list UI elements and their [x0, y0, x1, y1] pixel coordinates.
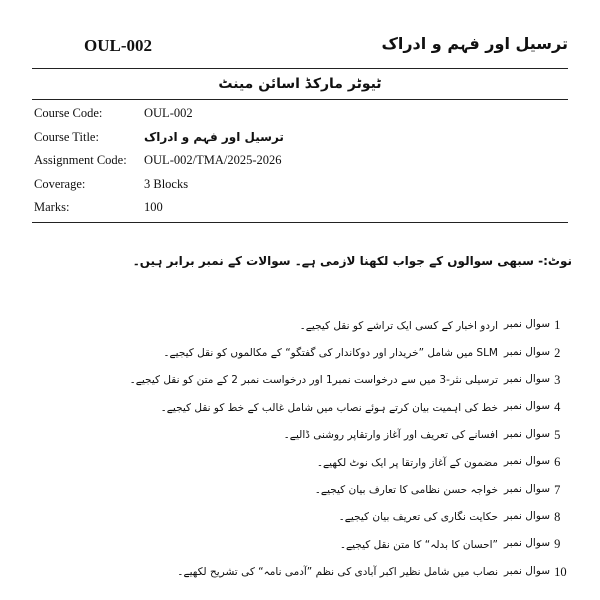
course-code-heading: OUL-002 — [84, 36, 152, 55]
question-label — [504, 346, 572, 361]
info-value: OUL-002 — [144, 106, 193, 120]
info-value: ترسیل اور فہم و ادراک — [144, 129, 284, 144]
question-word: سوال نمبر — [504, 427, 551, 440]
info-row-coverage — [34, 173, 574, 197]
question-number: 7 — [554, 482, 561, 497]
question-label — [504, 537, 572, 552]
document-header — [32, 28, 568, 69]
question-word: سوال نمبر — [504, 345, 551, 358]
question-label — [504, 510, 572, 525]
info-value: 100 — [144, 200, 163, 214]
question-text: ”احسان کا بدلہ“ کا متن نقل کیجیے۔ — [339, 538, 498, 551]
question-number: 1 — [554, 318, 561, 333]
question-item — [32, 312, 572, 339]
question-number: 6 — [554, 455, 561, 470]
question-word: سوال نمبر — [504, 372, 551, 385]
course-info-block — [34, 102, 574, 220]
question-label — [504, 455, 572, 470]
question-number: 4 — [554, 400, 561, 415]
question-text: خواجہ حسن نظامی کا تعارف بیان کیجیے۔ — [314, 484, 498, 497]
question-label — [504, 373, 572, 388]
question-label — [504, 400, 572, 415]
question-number: 8 — [554, 509, 561, 524]
question-item — [32, 449, 572, 476]
question-item — [32, 559, 572, 586]
question-text: اردو اخبار کے کسی ایک تراشے کو نقل کیجیے۔ — [299, 319, 498, 332]
question-item — [32, 476, 572, 503]
question-number: 2 — [554, 345, 561, 360]
assignment-title: ٹیوٹر مارکڈ اسائن مینٹ — [218, 76, 382, 92]
question-item — [32, 531, 572, 558]
question-label — [504, 565, 572, 580]
question-item — [32, 394, 572, 421]
question-list — [32, 312, 572, 586]
info-label: Course Code: — [34, 106, 103, 120]
info-row-assignment-code — [34, 149, 574, 173]
question-word: سوال نمبر — [504, 482, 551, 495]
question-number: 10 — [554, 564, 567, 579]
info-value: 3 Blocks — [144, 176, 189, 191]
divider — [32, 99, 568, 100]
instructions-note: نوٹ:- سبھی سوالوں کے جواب لکھنا لازمی ہے۔ سوالات کے نمبر برابر ہیں۔ — [132, 254, 572, 268]
question-item — [32, 504, 572, 531]
info-label: Course Title: — [34, 129, 99, 144]
question-text: ترسیلی نثر-3 میں سے درخواست نمبر1 اور درخواست نمبر 2 کے متن کو نقل کیجیے۔ — [129, 374, 498, 387]
question-text: SLM میں شامل ”خریدار اور دوکاندار کی گفتگو“ کے مکالموں کو نقل کیجیے۔ — [163, 347, 498, 360]
question-word: سوال نمبر — [504, 318, 551, 331]
question-item — [32, 422, 572, 449]
question-word: سوال نمبر — [504, 455, 551, 468]
question-word: سوال نمبر — [504, 400, 551, 413]
question-word: سوال نمبر — [504, 509, 551, 522]
divider — [32, 222, 568, 223]
question-word: سوال نمبر — [504, 537, 551, 550]
question-text: خط کی اہمیت بیان کرتے ہوئے نصاب میں شامل غالب کے خط کو نقل کیجیے۔ — [160, 401, 498, 414]
course-title-heading: ترسیل اور فہم و ادراک — [381, 34, 568, 53]
info-row-marks — [34, 196, 574, 220]
question-number: 9 — [554, 537, 561, 552]
question-label — [504, 428, 572, 443]
question-item — [32, 339, 572, 366]
info-label: Coverage: — [34, 176, 86, 191]
info-row-course-title — [34, 126, 574, 150]
question-label — [504, 318, 572, 333]
info-label: Marks: — [34, 200, 70, 214]
info-row-course-code — [34, 102, 574, 126]
question-text: مضمون کے آغاز وارتقا پر ایک نوٹ لکھیے۔ — [316, 456, 498, 469]
question-text: افسانے کی تعریف اور آغاز وارتقاپر روشنی ڈالیے۔ — [283, 429, 498, 442]
question-word: سوال نمبر — [504, 564, 551, 577]
question-label — [504, 483, 572, 498]
info-value: OUL-002/TMA/2025-2026 — [144, 153, 282, 167]
question-number: 5 — [554, 427, 561, 442]
info-label: Assignment Code: — [34, 153, 127, 167]
question-text: حکایت نگاری کی تعریف بیان کیجیے۔ — [338, 511, 498, 524]
question-item — [32, 367, 572, 394]
question-number: 3 — [554, 372, 561, 387]
question-text: نصاب میں شامل نظیر اکبر آبادی کی نظم ”آدمی نامہ“ کی تشریح لکھیے۔ — [177, 566, 498, 579]
